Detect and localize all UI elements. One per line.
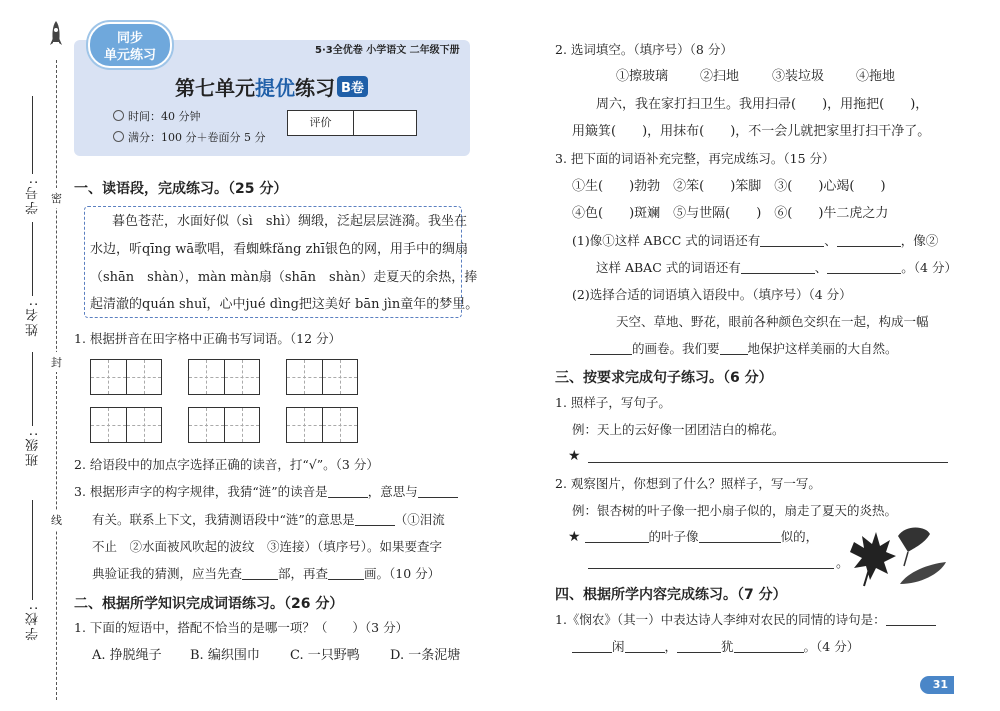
s4-question-1-line-1 — [555, 612, 936, 627]
s2-q1-option-d[interactable]: D. 一条泥塘 — [390, 648, 461, 663]
answer-blank[interactable] — [741, 262, 815, 274]
s1-question-3-line-3: 不止 ②水面被风吹起的波纹 ③连接）（填序号）。如果要查字 — [92, 539, 443, 554]
answer-blank[interactable] — [418, 486, 458, 498]
s2q3-text-b: 、 — [824, 233, 837, 248]
s2-question-3: 3. 把下面的词语补充完整，再完成练习。（15 分） — [555, 151, 835, 166]
passage-line-2: 水边，听qīng wā歌唱，看蜘蛛fǎng zhī银色的网，用手中的绸扇 — [90, 242, 468, 257]
answer-blank[interactable] — [760, 235, 824, 247]
s4q1-text-c: ， — [664, 639, 678, 654]
clock-icon — [113, 110, 124, 121]
star-icon: ★ — [568, 448, 581, 464]
answer-blank[interactable] — [837, 235, 901, 247]
book-info: 5·3全优卷 小学语文 二年级下册 — [315, 45, 460, 56]
s2-q3-sub1-line2 — [596, 260, 957, 275]
q3-text-a: 3. 根据形声字的构字规律，我猜“涟”的读音是 — [74, 484, 328, 499]
s4q1-text-e: 。（4 分） — [803, 639, 860, 654]
q3-text-d: （①泪流 — [394, 512, 445, 527]
evaluation-field[interactable] — [354, 111, 416, 135]
school-label: 学校: — [26, 604, 41, 641]
passage-line-1: 暮色苍茫，水面好似（sì shì）绸缎，泛起层层涟漪。我坐在 — [112, 214, 468, 229]
s3-q1-example: 例：天上的云好像一团团洁白的棉花。 — [572, 422, 785, 437]
student-number-line[interactable] — [32, 96, 33, 174]
s3-q2-fill-line — [568, 529, 818, 546]
writing-grid[interactable] — [90, 407, 162, 443]
check-circle-icon — [113, 131, 124, 142]
s3q2-text-b: 似的， — [780, 529, 819, 544]
s2-q2-line-1: 周六，我在家打扫卫生。我用扫帚( )，用拖把( )， — [596, 97, 929, 112]
name-label: 姓名: — [26, 300, 41, 337]
s1-question-2: 2. 给语段中的加点字选择正确的读音，打“√”。（3 分） — [74, 457, 379, 472]
s2-q3-sub2: (2)选择合适的词语填入语段中。（填序号）（4 分） — [572, 287, 852, 302]
s2q3-text-f: 。（4 分） — [901, 260, 957, 275]
s3-question-2: 2. 观察图片，你想到了什么？照样子，写一写。 — [555, 476, 821, 491]
s2q3-text-a: (1)像①这样 ABCC 式的词语还有 — [572, 233, 761, 248]
answer-blank[interactable] — [625, 641, 665, 653]
badge-line-1: 同步 — [116, 31, 143, 46]
section1-heading: 一、读语段，完成练习。（25 分） — [74, 181, 288, 197]
evaluation-box — [287, 110, 417, 136]
s2q3-text-c: ，像② — [900, 233, 939, 248]
sync-unit-badge — [88, 22, 172, 68]
s2-q2-option-4: ④拖地 — [856, 69, 896, 84]
s2-q3-sub2-line2 — [590, 341, 898, 356]
answer-blank[interactable] — [590, 343, 632, 355]
s2-q1-option-b[interactable]: B. 编织围巾 — [190, 648, 260, 663]
binding-dash-line — [56, 60, 57, 700]
s2-q2-option-3: ③装垃圾 — [772, 69, 825, 84]
writing-grid[interactable] — [188, 407, 260, 443]
s1-question-1: 1. 根据拼音在田字格中正确书写词语。（12 分） — [74, 331, 342, 346]
s2-q1-option-a[interactable]: A. 挣脱绳子 — [92, 648, 162, 663]
s4q1-text-b: 闲 — [612, 639, 625, 654]
s1-question-3-line-1 — [74, 484, 458, 499]
s3-q2-example: 例：银杏树的叶子像一把小扇子似的，扇走了夏天的炎热。 — [572, 503, 898, 518]
q3-text-e: 典验证我的猜测，应当先查 — [92, 566, 243, 581]
s2-q2-option-2: ②扫地 — [700, 69, 740, 84]
page-number: 31 — [920, 676, 954, 694]
answer-blank[interactable] — [355, 514, 395, 526]
q3-text-g: 画。（10 分） — [364, 566, 441, 581]
s2-q2-line-2: 用簸箕( )，用抹布( )，不一会儿就把家里打扫干净了。 — [572, 124, 931, 139]
answer-blank[interactable] — [827, 262, 901, 274]
seal-char-feng: 封 — [51, 352, 62, 372]
section4-heading: 四、根据所学内容完成练习。（7 分） — [555, 587, 787, 603]
seal-char-xian: 线 — [51, 510, 62, 530]
s2-q2-option-1: ①擦玻璃 — [616, 69, 669, 84]
passage-line-3: （shān shàn），màn màn扇（shān shàn）走夏天的余热，捧 — [90, 270, 478, 285]
badge-line-2: 单元练习 — [103, 48, 156, 63]
s2-question-1: 1. 下面的短语中，搭配不恰当的是哪一项？（ ）（3 分） — [74, 620, 409, 635]
s3q2-text-a: 的叶子像 — [648, 529, 699, 544]
score-info — [113, 129, 265, 145]
q3-text-b: ，意思与 — [367, 484, 418, 499]
q3-text-c: 有关。联系上下文，我猜测语段中“涟”的意思是 — [92, 512, 355, 527]
answer-blank[interactable] — [699, 531, 781, 543]
answer-blank[interactable] — [572, 641, 612, 653]
s2q3-text-g: 的画卷。我们要 — [632, 341, 720, 356]
answer-blank[interactable] — [886, 614, 936, 626]
answer-line[interactable] — [588, 462, 948, 463]
s2-question-2: 2. 选词填空。（填序号）（8 分） — [555, 42, 733, 57]
binding-strip — [0, 0, 74, 711]
star-icon: ★ — [568, 529, 581, 545]
section2-heading: 二、根据所学知识完成词语练习。（26 分） — [74, 596, 344, 612]
evaluation-label: 评价 — [288, 111, 354, 135]
answer-line[interactable] — [588, 568, 834, 569]
class-line[interactable] — [32, 352, 33, 426]
time-text: 时间：40 分钟 — [128, 110, 201, 123]
writing-grid[interactable] — [286, 407, 358, 443]
title-badge: B卷 — [337, 76, 368, 97]
s1-question-3-line-4 — [92, 566, 440, 581]
writing-grid[interactable] — [286, 359, 358, 395]
s4q1-text-a: 1.《悯农》（其一）中表达诗人李绅对农民的同情的诗句是： — [555, 612, 886, 627]
rocket-icon — [48, 20, 64, 50]
title-prefix: 第七单元 — [175, 76, 255, 100]
writing-grid[interactable] — [188, 359, 260, 395]
s2-q3-sub2-line1: 天空、草地、野花，眼前各种颜色交织在一起，构成一幅 — [616, 314, 929, 329]
q3-text-f: 部，再查 — [278, 566, 329, 581]
s4-question-1-line-2 — [572, 639, 859, 654]
answer-blank[interactable] — [677, 641, 721, 653]
answer-blank[interactable] — [734, 641, 804, 653]
s2q3-text-d: 这样 ABAC 式的词语还有 — [596, 260, 741, 275]
name-line[interactable] — [32, 222, 33, 296]
passage-line-4: 起清澈的quán shuǐ，心中jué dìng把这美好 bān jìn童年的梦里。 — [90, 297, 479, 312]
class-label: 班级: — [26, 430, 41, 467]
page-title — [175, 72, 368, 101]
s3q2-period: 。 — [836, 556, 850, 571]
seal-char-mi: 密 — [51, 188, 62, 208]
answer-blank[interactable] — [585, 531, 649, 543]
answer-blank[interactable] — [328, 486, 368, 498]
s3-question-1: 1. 照样子，写句子。 — [555, 395, 671, 410]
writing-grid[interactable] — [90, 359, 162, 395]
s1-question-3-line-2 — [92, 512, 445, 527]
title-suffix: 练习 — [295, 76, 335, 100]
answer-blank[interactable] — [328, 568, 364, 580]
student-number-label: 学号: — [26, 178, 41, 215]
s2q3-text-e: 、 — [814, 260, 828, 275]
s4q1-text-d: 犹 — [721, 639, 734, 654]
section3-heading: 三、按要求完成句子练习。（6 分） — [555, 370, 773, 386]
s2-q1-option-c[interactable]: C. 一只野鸭 — [290, 648, 360, 663]
s2-q3-row-2: ④色( )斑斓 ⑤与世隔( ) ⑥( )牛二虎之力 — [572, 206, 889, 221]
score-text: 满分：100 分＋卷面分 5 分 — [128, 131, 266, 144]
leaves-image — [848, 522, 948, 590]
time-info — [113, 108, 201, 124]
answer-blank[interactable] — [242, 568, 278, 580]
answer-blank[interactable] — [720, 343, 748, 355]
title-highlight: 提优 — [255, 76, 295, 100]
s2-q3-row-1: ①生( )勃勃 ②笨( )笨脚 ③( )心竭( ) — [572, 179, 886, 194]
school-line[interactable] — [32, 500, 33, 600]
s2-q3-sub1-line1 — [572, 233, 938, 248]
s2q3-text-h: 地保护这样美丽的大自然。 — [747, 341, 898, 356]
